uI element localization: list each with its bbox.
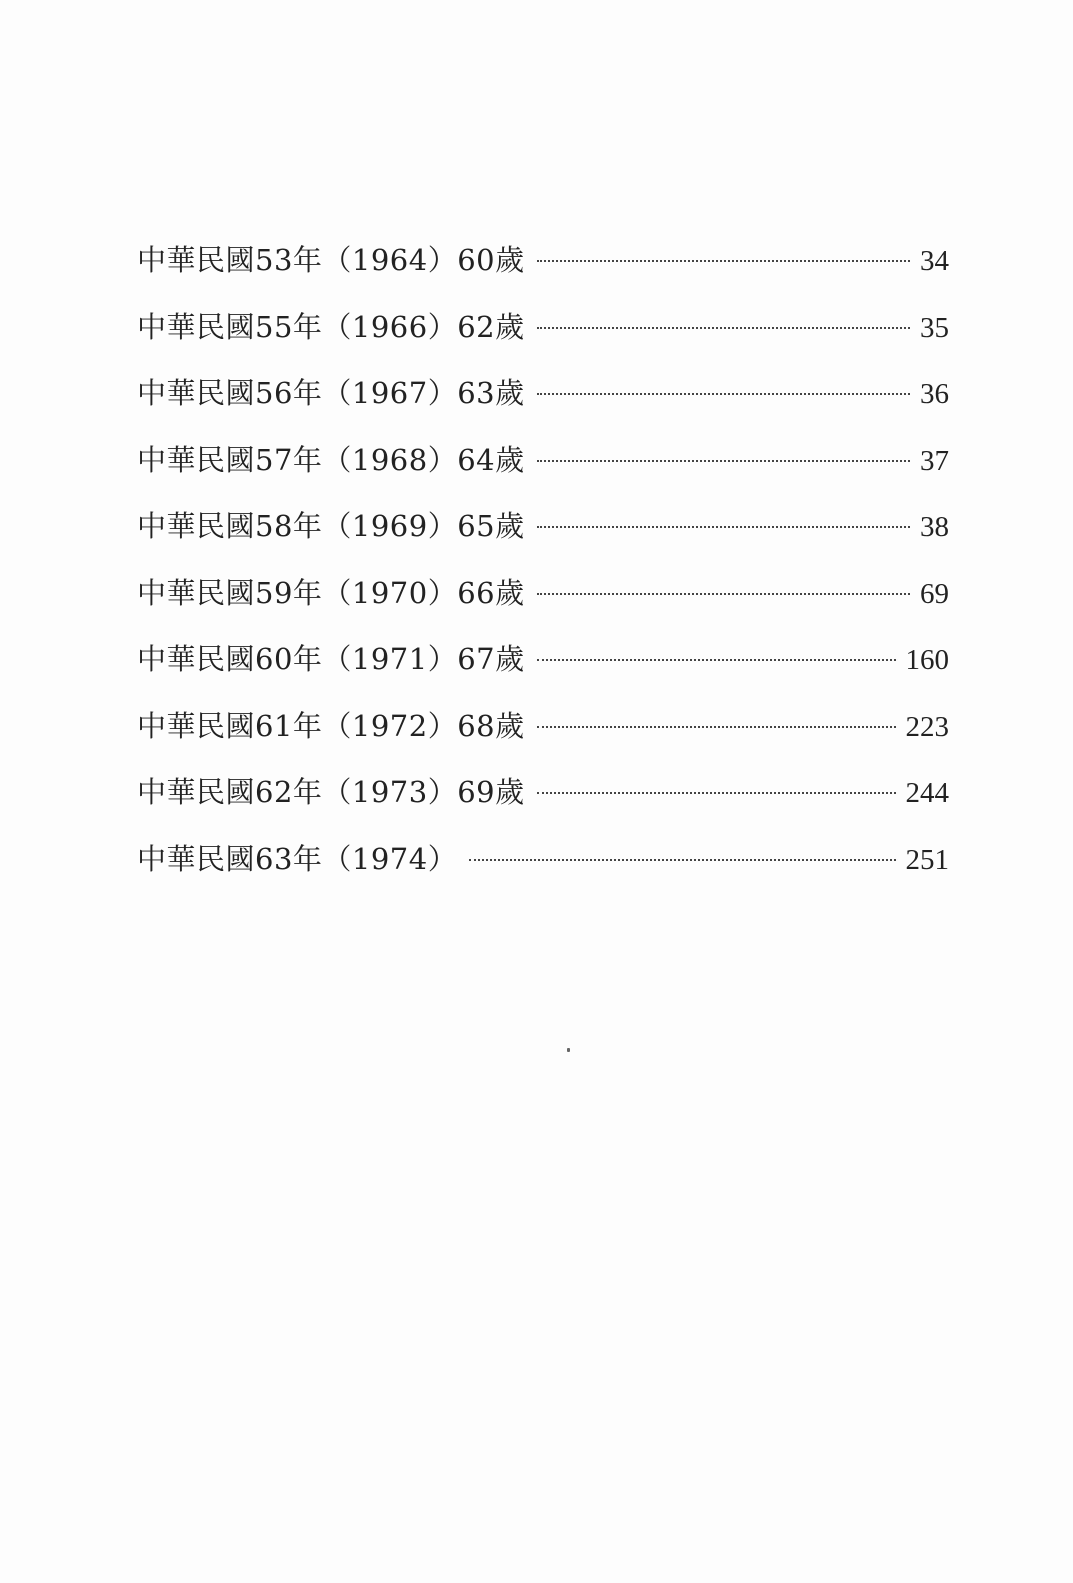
toc-entry-page-number: 34	[920, 245, 949, 277]
toc-entry-title: 中華民國57年（1968）64歲	[137, 442, 525, 477]
dot-leader	[537, 792, 896, 794]
toc-entry[interactable]	[137, 637, 949, 704]
dot-leader	[537, 460, 910, 462]
toc-entry-title: 中華民國59年（1970）66歲	[137, 575, 525, 610]
toc-entry-page-number: 223	[905, 710, 949, 743]
toc-entry[interactable]	[137, 438, 949, 505]
toc-entry-title: 中華民國63年（1974）	[137, 841, 458, 876]
toc-entry-page-number: 37	[920, 444, 949, 477]
toc-entry-title: 中華民國53年（1964）60歲	[137, 243, 525, 277]
dot-leader	[537, 726, 896, 728]
toc-entry-title: 中華民國58年（1969）65歲	[137, 509, 525, 543]
toc-entry-title: 中華民國62年（1973）69歲	[137, 775, 525, 809]
dot-leader	[537, 593, 910, 595]
toc-entry-page-number: 251	[905, 843, 949, 876]
dot-leader	[537, 260, 910, 262]
toc-entry-page-number: 36	[920, 378, 949, 410]
toc-entry-page-number: 160	[905, 644, 949, 676]
scan-speck	[567, 1048, 570, 1052]
dot-leader	[469, 859, 895, 861]
dot-leader	[537, 659, 896, 661]
toc-entry[interactable]	[137, 770, 949, 837]
toc-entry-title: 中華民國60年（1971）67歲	[137, 642, 525, 676]
toc-entry-title: 中華民國55年（1966）62歲	[137, 309, 525, 344]
toc-entry-page-number: 35	[920, 311, 949, 344]
toc-entry-title: 中華民國56年（1967）63歲	[137, 376, 525, 410]
toc-entry[interactable]	[137, 305, 949, 372]
toc-entry[interactable]	[137, 837, 949, 904]
toc-entry[interactable]	[137, 238, 949, 305]
toc-entry-page-number: 244	[905, 777, 949, 809]
toc-entry-title: 中華民國61年（1972）68歲	[137, 708, 525, 743]
toc-entry[interactable]	[137, 704, 949, 771]
toc-entry[interactable]	[137, 504, 949, 571]
toc-entry[interactable]	[137, 571, 949, 638]
toc-entry-page-number: 69	[920, 577, 949, 610]
dot-leader	[537, 327, 910, 329]
table-of-contents	[137, 238, 949, 903]
toc-entry-page-number: 38	[920, 511, 949, 543]
toc-entry[interactable]	[137, 371, 949, 438]
dot-leader	[537, 526, 910, 528]
dot-leader	[537, 393, 910, 395]
